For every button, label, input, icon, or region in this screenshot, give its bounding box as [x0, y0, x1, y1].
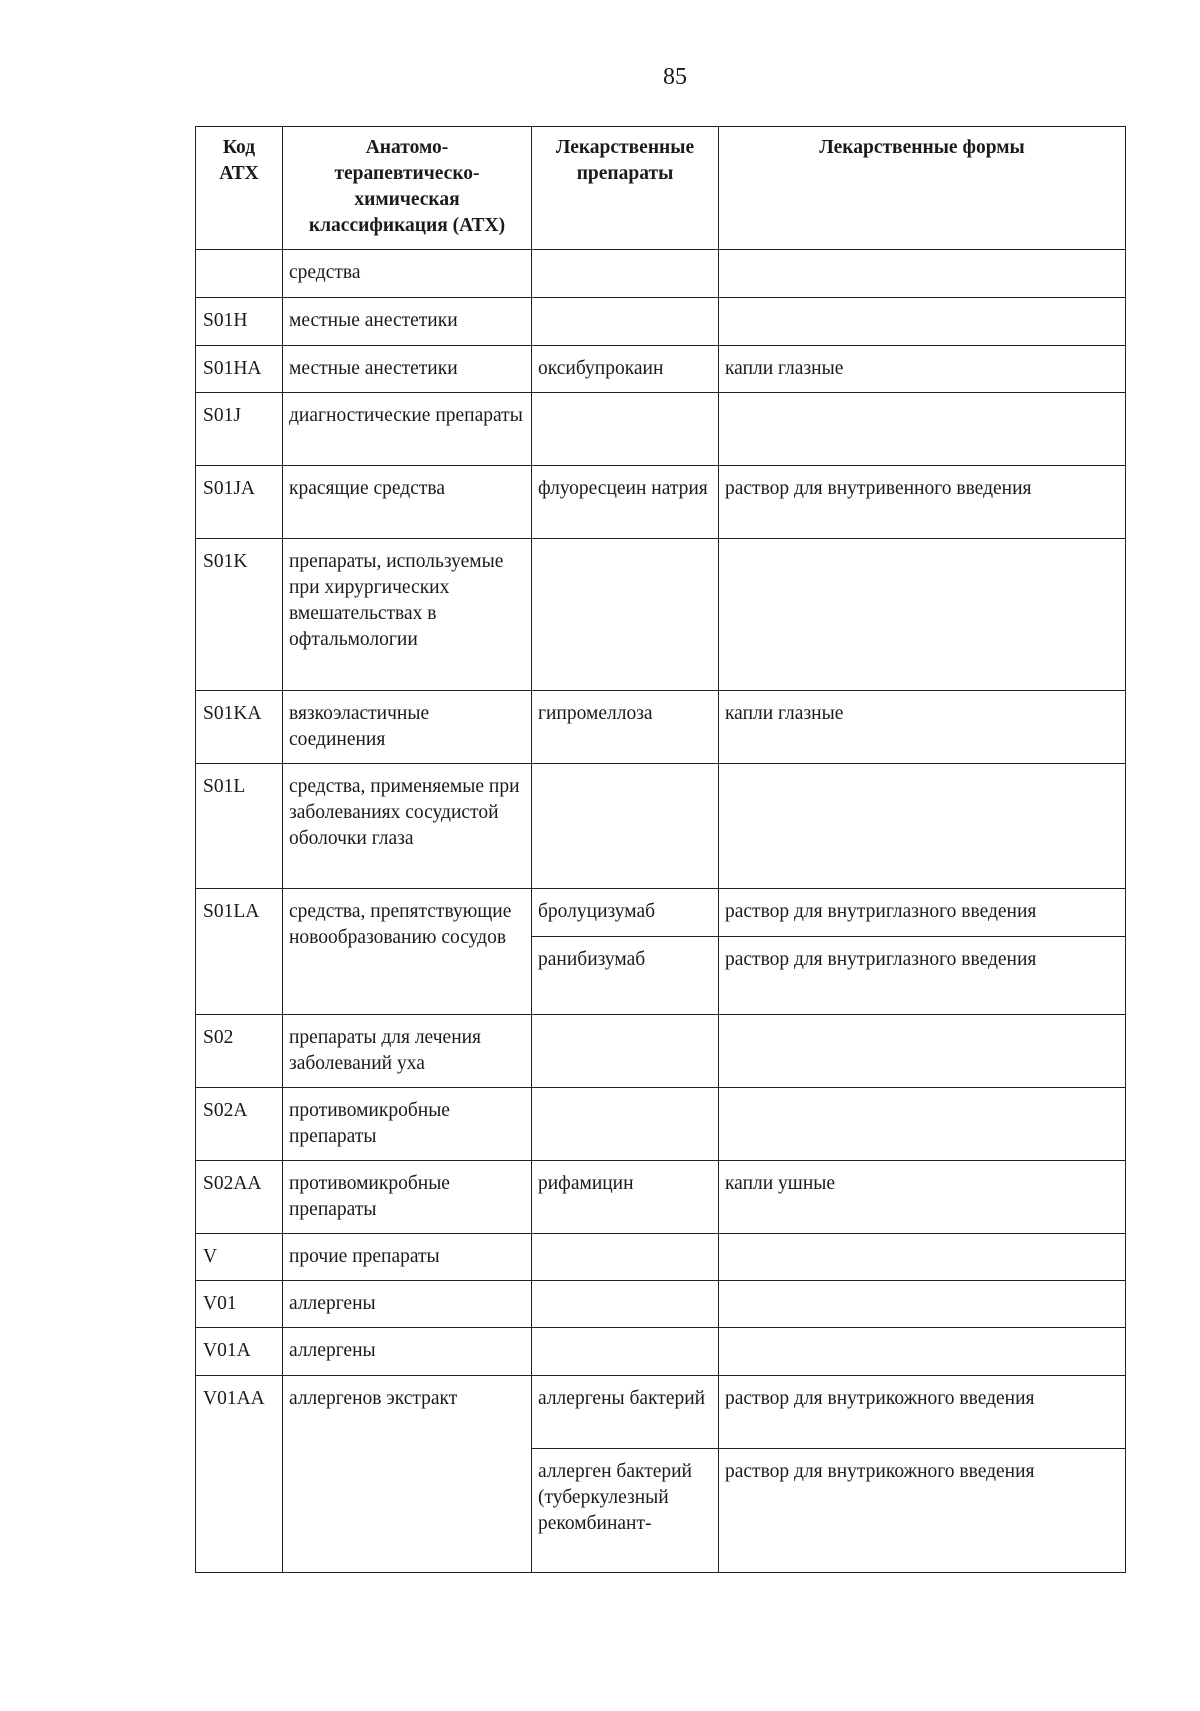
atc-code-cell: S01L	[196, 764, 283, 889]
dosage-form-cell: раствор для внутрикожного введения	[719, 1376, 1126, 1449]
atc-code-cell: S01KA	[196, 691, 283, 764]
table-row	[196, 691, 1126, 764]
header-classification-line-1: Анатомо-	[365, 137, 449, 158]
classification-cell: диагностические препараты	[283, 393, 532, 466]
drug-cell: гипромеллоза	[532, 691, 719, 764]
table-row	[196, 466, 1126, 539]
dosage-form-cell	[719, 539, 1126, 691]
classification-cell: средства, препятствующие новообразованию сосудов	[283, 889, 532, 1015]
drug-cell: аллергены бактерий	[532, 1376, 719, 1449]
dosage-form-cell: капли глазные	[719, 346, 1126, 393]
dosage-form-cell: раствор для внутриглазного введения	[719, 937, 1126, 1015]
header-atc-code-line-2: АТХ	[219, 163, 259, 184]
dosage-form-cell: капли ушные	[719, 1161, 1126, 1234]
table-row	[196, 393, 1126, 466]
header-classification-line-4: классификация (АТХ)	[308, 215, 506, 236]
header-dosage-forms	[719, 127, 1126, 250]
atc-code-cell: S01JA	[196, 466, 283, 539]
atc-code-cell: S01J	[196, 393, 283, 466]
header-classification-line-2: терапевтическо-	[334, 163, 480, 184]
classification-cell: аллергены	[283, 1328, 532, 1376]
classification-cell: прочие препараты	[283, 1234, 532, 1281]
table-row	[196, 889, 1126, 937]
table-row	[196, 1015, 1126, 1088]
drug-cell: бролуцизумаб	[532, 889, 719, 937]
table-row	[196, 1328, 1126, 1376]
drug-cell	[532, 1281, 719, 1328]
drug-cell	[532, 1015, 719, 1088]
dosage-form-cell: раствор для внутриглазного введения	[719, 889, 1126, 937]
table-row	[196, 250, 1126, 298]
classification-cell: местные анестетики	[283, 298, 532, 346]
drug-cell: флуоресцеин натрия	[532, 466, 719, 539]
dosage-form-cell: капли глазные	[719, 691, 1126, 764]
classification-cell: противомикробные препараты	[283, 1161, 532, 1234]
classification-cell: аллергенов экстракт	[283, 1376, 532, 1573]
atc-code-cell: V01AA	[196, 1376, 283, 1573]
header-classification	[283, 127, 532, 250]
atc-code-cell: V	[196, 1234, 283, 1281]
drug-cell	[532, 764, 719, 889]
dosage-form-cell	[719, 764, 1126, 889]
dosage-form-cell: раствор для внутрикожного введения	[719, 1449, 1126, 1573]
table-row	[196, 1376, 1126, 1449]
classification-cell: препараты, используемые при хирургических вмешательствах в офтальмологии	[283, 539, 532, 691]
dosage-form-cell	[719, 1234, 1126, 1281]
table-row	[196, 346, 1126, 393]
table-row	[196, 1234, 1126, 1281]
atc-code-cell: S02	[196, 1015, 283, 1088]
atc-code-cell: S01HA	[196, 346, 283, 393]
table-row	[196, 1161, 1126, 1234]
header-dosage-forms-line-1: Лекарственные формы	[819, 137, 1025, 158]
dosage-form-cell	[719, 1328, 1126, 1376]
dosage-form-cell	[719, 250, 1126, 298]
header-drugs	[532, 127, 719, 250]
header-atc-code-line-1: Код	[222, 137, 256, 158]
drug-cell	[532, 393, 719, 466]
drug-cell: оксибупрокаин	[532, 346, 719, 393]
atc-code-cell: S01K	[196, 539, 283, 691]
atc-code-cell: S01H	[196, 298, 283, 346]
drug-cell	[532, 539, 719, 691]
classification-cell: противомикробные препараты	[283, 1088, 532, 1161]
dosage-form-cell	[719, 1015, 1126, 1088]
drug-cell	[532, 298, 719, 346]
drug-cell	[532, 1234, 719, 1281]
drug-cell: рифамицин	[532, 1161, 719, 1234]
header-atc-code	[196, 127, 283, 250]
table-row	[196, 539, 1126, 691]
atc-code-cell: S02AA	[196, 1161, 283, 1234]
table-row	[196, 298, 1126, 346]
classification-cell: местные анестетики	[283, 346, 532, 393]
header-drugs-line-2: препараты	[576, 163, 674, 184]
dosage-form-cell	[719, 298, 1126, 346]
dosage-form-cell	[719, 1281, 1126, 1328]
classification-cell: аллергены	[283, 1281, 532, 1328]
dosage-form-cell: раствор для внутривенного введения	[719, 466, 1126, 539]
dosage-form-cell	[719, 393, 1126, 466]
atc-code-cell: V01	[196, 1281, 283, 1328]
atc-code-cell	[196, 250, 283, 298]
drug-classification-table	[195, 126, 1126, 1573]
drug-cell	[532, 1088, 719, 1161]
drug-cell	[532, 250, 719, 298]
atc-code-cell: S02A	[196, 1088, 283, 1161]
classification-cell: красящие средства	[283, 466, 532, 539]
classification-cell: препараты для лечения заболеваний уха	[283, 1015, 532, 1088]
table-header-row	[196, 127, 1126, 250]
classification-cell: вязкоэластичные соединения	[283, 691, 532, 764]
table-row	[196, 1281, 1126, 1328]
page-number: 85	[663, 64, 687, 90]
table-row	[196, 1088, 1126, 1161]
atc-code-cell: S01LA	[196, 889, 283, 1015]
header-classification-line-3: химическая	[354, 189, 460, 210]
classification-cell: средства, применяемые при заболеваниях сосудистой оболочки глаза	[283, 764, 532, 889]
drug-cell: аллерген бактерий (туберкулезный рекомбинант-	[532, 1449, 719, 1573]
dosage-form-cell	[719, 1088, 1126, 1161]
header-drugs-line-1: Лекарственные	[555, 137, 695, 158]
atc-code-cell: V01A	[196, 1328, 283, 1376]
drug-cell	[532, 1328, 719, 1376]
table-row	[196, 764, 1126, 889]
classification-cell: средства	[283, 250, 532, 298]
drug-cell: ранибизумаб	[532, 937, 719, 1015]
